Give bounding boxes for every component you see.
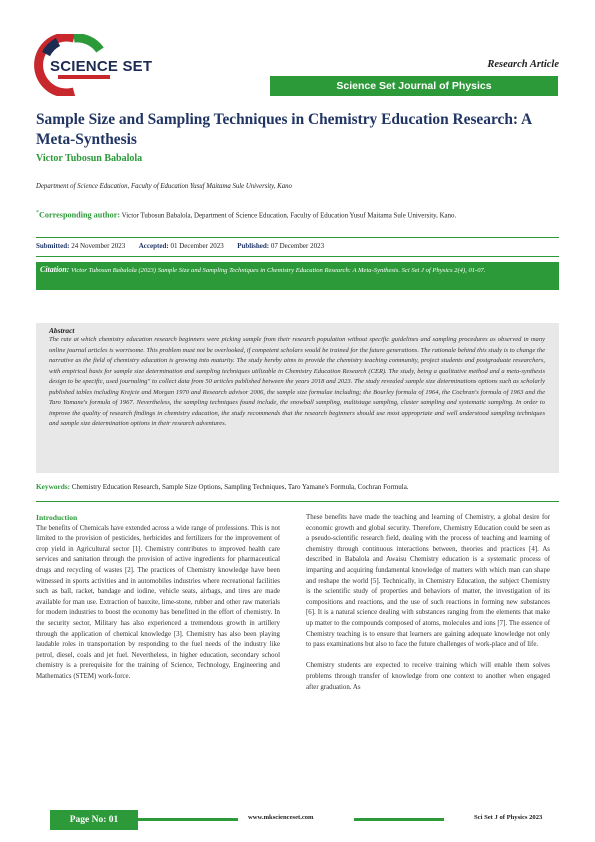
keywords-label: Keywords: [36,482,71,491]
dates-line [36,242,324,250]
divider [36,237,559,238]
citation-text: Victor Tubosun Babalola (2023) Sample Size and Sampling Techniques in Chemistry Education Research: A Meta-Synthesis. Sci Set J of Physics 2(4), 01-07. [71,267,486,274]
citation-label: Citation: [40,265,70,274]
submitted-label: Submitted: [36,242,70,250]
footer-rule [354,818,444,821]
keywords [36,482,559,491]
published-label: Published: [237,242,270,250]
logo-text: SCIENCE SET [50,58,153,75]
journal-reference: Sci Set J of Physics 2023 [474,814,543,821]
website-link[interactable]: www.mkscienceset.com [248,814,314,821]
affiliation: Department of Science Education, Faculty of Education Yusuf Maitama Sule University, Kano [36,183,292,190]
corresponding-text: Victor Tubosun Babalola, Department of Science Education, Faculty of Education Yusuf Maitama Sule University, Kano. [121,212,457,220]
accepted-label: Accepted: [138,242,169,250]
paragraph: Chemistry students are expected to receive training which will enable them solves problems through transfer of knowledge from one context to another when engaged after graduation. As [306,662,550,691]
keywords-text: Chemistry Education Research, Sample Size Options, Sampling Techniques, Taro Yamane's Formula, Cochran Formula. [71,483,409,491]
body-column-right [306,513,550,693]
abstract-heading: Abstract [49,326,75,335]
paragraph: The benefits of Chemicals have extended across a wide range of professions. This is not limited to the provision of pesticides, herbicides and fertilizers for the improvement of crop yield in Agricultural sector [1]. Chemistry contributes to improved health care services and sanitation through the provision of active ingredients for pharmaceutical drugs and recycling of wastes [2]. The practices of Chemistry knowledge have been witnessed in sports activities and in automobiles industries where recreational facilities such as ball, racket, bandage and iodine, vehicle seats, airbags, and tires are made available for man use. Extraction of bauxite, lime-stone, rubber and other raw materials for modern industries to boost the economy has benefitted in the effort of chemistry. In the security sector, Military has also experienced a tremendous growth in artillery through the application of chemical knowledge [3]. Chemistry has also been playing laudable roles in transportation by responding to the fuel needs of the industry like petrol, diesel, coals and jet fuel. Nevertheless, in higher education, secondary school chemistry is a prerequisite for the training of Science, Technology, Engineering and Mathematics (STEM) work-force. [36,524,280,680]
article-type: Research Article [487,59,559,70]
citation-box [36,262,559,290]
logo-underline [58,75,110,79]
corresponding-author [36,208,560,221]
page-number: Page No: 01 [50,810,138,830]
author-name: Victor Tubosun Babalola [36,153,143,164]
divider [36,501,559,502]
paper-title: Sample Size and Sampling Techniques in Chemistry Education Research: A Meta-Synthesis [36,111,532,148]
published-date: 07 December 2023 [270,242,325,250]
asterisk-icon: * [36,210,39,216]
paragraph: These benefits have made the teaching and learning of Chemistry, a global desire for economic growth and global security. Therefore, Chemistry Education could be seen as a pseudo-scientific research field, dealing with the process of teaching and learning of chemistry through continuous interactions between, theories and practices [4]. As described in Babalola and Awaisu Chemistry education is a systematic process of imparting and acquiring fundamental knowledge of matters with which man can shape and reshape the world [5]. Technically, in Chemistry Education, the subject Chemistry is the scientific study of properties and behaviors of matter, the investigation of its compositions and reactions, and the use of such reactions in forming new substances [6]. It is a natural science dealing with substances ranging from the elements that make up matter to the compounds composed of atoms, molecules and ions [7]. The essence of Chemistry teaching is to ensure that learners are gaining adequate knowledge not only to pass examinations but also to face the future challenges of work-place and of life. [306,514,550,649]
corresponding-label: Corresponding author: [39,210,121,220]
footer-rule [138,818,238,821]
accepted-date: 01 December 2023 [170,242,224,250]
section-heading: Introduction [36,513,78,522]
divider [36,256,559,257]
abstract-text: The rate at which chemistry education research beginners were picking sample from their research population without specific guidelines and sampling procedures as observed in many online journal articles is worrisome. This problem must not be overlooked, if competent scholars would be trained for the future generations. The rationale behind this study is to change the narrative as the field of chemistry education is growing into maturity. The study hereby aims to provide the chemistry teaching community, project students and postgraduate researchers, with empirical basis for sample size determination and sampling techniques utilizable in Chemistry Education Research (CER). The study, being a qualitative method and a meta-synthesis design to be specific, used journaling" to collect data from 50 articles published between the years 2018 and 2023. The study revealed sample size determinations options such as scholarly published tables including Krejcie and Morgan 1970 and Research advisor 2006, the sample size formulae including; the Bourley formula of 1964, the Cochran's formula of 1963 and the Taro Yamane's formula of 1967. Nevertheless, the sampling techniques found include, the snowball sampling, multistage sampling, cluster sampling and systematic sampling. In order to improve the quality of research findings in chemistry education, the study recommends that the research beginners should use most appropriate and well understood sampling techniques and sample size determination options in their research adventures. [49,336,545,427]
body-column-left [36,513,280,683]
submitted-date: 24 November 2023 [71,242,126,250]
journal-name-bar: Science Set Journal of Physics [270,76,558,96]
